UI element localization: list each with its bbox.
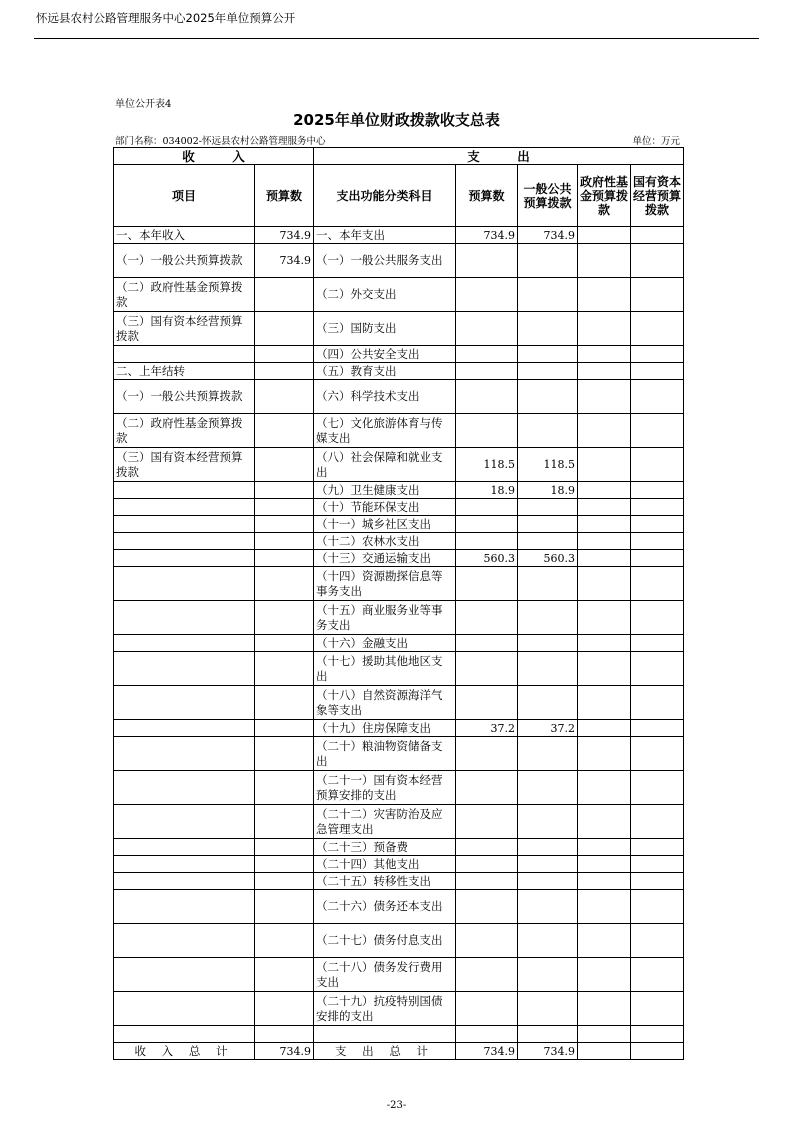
row-gov-fund xyxy=(578,737,631,771)
row-state-capital xyxy=(631,567,684,601)
row-category: （二十四）其他支出 xyxy=(314,856,456,873)
row-general xyxy=(518,635,578,652)
row-state-capital xyxy=(631,1026,684,1043)
row-category: （七）文化旅游体育与传媒支出 xyxy=(314,414,456,448)
header-rule xyxy=(34,38,759,39)
row-gov-fund xyxy=(578,992,631,1026)
row-expense-budget xyxy=(456,805,518,839)
row-income-budget xyxy=(255,839,314,856)
row-item xyxy=(114,601,255,635)
row-expense-budget xyxy=(456,516,518,533)
row-gov-fund xyxy=(578,363,631,380)
row-expense-budget: 560.3 xyxy=(456,550,518,567)
row-item: （一）一般公共预算拨款 xyxy=(114,380,255,414)
row-general xyxy=(518,873,578,890)
row-general xyxy=(518,346,578,363)
row-category: （十六）金融支出 xyxy=(314,635,456,652)
table-row xyxy=(114,312,684,346)
row-gov-fund xyxy=(578,1026,631,1043)
row-category: （二十六）债务还本支出 xyxy=(314,890,456,924)
row-income-budget xyxy=(255,380,314,414)
row-item xyxy=(114,720,255,737)
row-gov-fund xyxy=(578,839,631,856)
row-expense-budget: 37.2 xyxy=(456,720,518,737)
row-income-budget xyxy=(255,992,314,1026)
income-total-label: 收 入 总 计 xyxy=(114,1043,255,1060)
row-gov-fund xyxy=(578,346,631,363)
row-item xyxy=(114,516,255,533)
row-item: （三）国有资本经营预算拨款 xyxy=(114,448,255,482)
row-category: （二十八）债务发行费用支出 xyxy=(314,958,456,992)
table-row xyxy=(114,856,684,873)
row-item xyxy=(114,737,255,771)
row-item xyxy=(114,771,255,805)
table-row xyxy=(114,567,684,601)
row-general xyxy=(518,499,578,516)
row-general xyxy=(518,992,578,1026)
col-gov-fund-header: 政府性基金预算拨款 xyxy=(578,165,631,227)
row-general xyxy=(518,312,578,346)
row-expense-budget xyxy=(456,652,518,686)
row-income-budget xyxy=(255,278,314,312)
table-row xyxy=(114,771,684,805)
table-row xyxy=(114,448,684,482)
row-item: （一）一般公共预算拨款 xyxy=(114,244,255,278)
row-state-capital xyxy=(631,652,684,686)
row-item xyxy=(114,1026,255,1043)
table-number: 单位公开表4 xyxy=(115,99,172,110)
row-category: （十三）交通运输支出 xyxy=(314,550,456,567)
row-state-capital xyxy=(631,601,684,635)
unit-label: 单位：万元 xyxy=(632,136,680,147)
row-state-capital xyxy=(631,227,684,244)
row-gov-fund xyxy=(578,244,631,278)
row-general xyxy=(518,652,578,686)
row-expense-budget xyxy=(456,278,518,312)
row-state-capital xyxy=(631,839,684,856)
row-expense-budget xyxy=(456,771,518,805)
table-row xyxy=(114,278,684,312)
col-income-budget-header: 预算数 xyxy=(255,165,314,227)
row-gov-fund xyxy=(578,533,631,550)
table-row xyxy=(114,686,684,720)
row-state-capital xyxy=(631,380,684,414)
row-general xyxy=(518,363,578,380)
row-category: （十）节能环保支出 xyxy=(314,499,456,516)
table-row xyxy=(114,635,684,652)
row-expense-budget xyxy=(456,992,518,1026)
row-expense-budget xyxy=(456,346,518,363)
row-gov-fund xyxy=(578,278,631,312)
row-general xyxy=(518,244,578,278)
row-item xyxy=(114,924,255,958)
row-gov-fund xyxy=(578,550,631,567)
row-income-budget: 734.9 xyxy=(255,227,314,244)
row-state-capital xyxy=(631,686,684,720)
table-row xyxy=(114,380,684,414)
row-item xyxy=(114,873,255,890)
row-income-budget xyxy=(255,652,314,686)
expense-total-general: 734.9 xyxy=(518,1043,578,1060)
expense-group-header: 支 出 xyxy=(314,148,684,165)
row-state-capital xyxy=(631,873,684,890)
row-category: （十七）援助其他地区支出 xyxy=(314,652,456,686)
row-gov-fund xyxy=(578,805,631,839)
page-number: -23- xyxy=(386,1100,407,1111)
row-expense-budget xyxy=(456,839,518,856)
row-expense-budget xyxy=(456,533,518,550)
row-state-capital xyxy=(631,856,684,873)
row-general xyxy=(518,516,578,533)
budget-table xyxy=(113,147,684,1060)
row-general xyxy=(518,414,578,448)
row-expense-budget xyxy=(456,601,518,635)
row-category: （八）社会保障和就业支出 xyxy=(314,448,456,482)
table-row xyxy=(114,550,684,567)
row-item xyxy=(114,856,255,873)
row-category: （三）国防支出 xyxy=(314,312,456,346)
row-item xyxy=(114,652,255,686)
table-row xyxy=(114,414,684,448)
row-expense-budget xyxy=(456,499,518,516)
row-expense-budget xyxy=(456,890,518,924)
expense-total-gov-fund xyxy=(578,1043,631,1060)
row-item xyxy=(114,805,255,839)
row-expense-budget xyxy=(456,414,518,448)
table-row xyxy=(114,533,684,550)
row-item xyxy=(114,482,255,499)
table-row xyxy=(114,227,684,244)
row-gov-fund xyxy=(578,414,631,448)
row-gov-fund xyxy=(578,482,631,499)
row-category: （四）公共安全支出 xyxy=(314,346,456,363)
col-state-capital-header: 国有资本经营预算拨款 xyxy=(631,165,684,227)
row-general xyxy=(518,958,578,992)
row-state-capital xyxy=(631,958,684,992)
table-row xyxy=(114,516,684,533)
row-gov-fund xyxy=(578,227,631,244)
row-expense-budget xyxy=(456,567,518,601)
row-general xyxy=(518,839,578,856)
row-general: 37.2 xyxy=(518,720,578,737)
row-general: 118.5 xyxy=(518,448,578,482)
row-item: （二）政府性基金预算拨款 xyxy=(114,278,255,312)
row-gov-fund xyxy=(578,873,631,890)
table-row xyxy=(114,737,684,771)
row-category: （二十二）灾害防治及应急管理支出 xyxy=(314,805,456,839)
row-income-budget xyxy=(255,550,314,567)
row-general: 18.9 xyxy=(518,482,578,499)
row-category: （十一）城乡社区支出 xyxy=(314,516,456,533)
row-gov-fund xyxy=(578,771,631,805)
row-expense-budget xyxy=(456,1026,518,1043)
row-item: （三）国有资本经营预算拨款 xyxy=(114,312,255,346)
row-general xyxy=(518,890,578,924)
row-income-budget xyxy=(255,737,314,771)
col-item-header: 项目 xyxy=(114,165,255,227)
table-row xyxy=(114,346,684,363)
row-general xyxy=(518,533,578,550)
row-income-budget xyxy=(255,720,314,737)
row-expense-budget xyxy=(456,856,518,873)
row-item xyxy=(114,890,255,924)
row-item xyxy=(114,567,255,601)
row-item xyxy=(114,346,255,363)
income-total-value: 734.9 xyxy=(255,1043,314,1060)
row-category: （十五）商业服务业等事务支出 xyxy=(314,601,456,635)
row-income-budget xyxy=(255,448,314,482)
row-state-capital xyxy=(631,635,684,652)
table-row xyxy=(114,890,684,924)
row-category: （二）外交支出 xyxy=(314,278,456,312)
row-category: （二十七）债务付息支出 xyxy=(314,924,456,958)
row-state-capital xyxy=(631,346,684,363)
table-row xyxy=(114,839,684,856)
row-state-capital xyxy=(631,363,684,380)
row-item xyxy=(114,550,255,567)
row-category: （六）科学技术支出 xyxy=(314,380,456,414)
row-expense-budget: 118.5 xyxy=(456,448,518,482)
row-income-budget xyxy=(255,516,314,533)
row-item: 二、上年结转 xyxy=(114,363,255,380)
row-item xyxy=(114,686,255,720)
row-gov-fund xyxy=(578,499,631,516)
row-income-budget xyxy=(255,771,314,805)
row-general xyxy=(518,567,578,601)
table-row xyxy=(114,482,684,499)
row-state-capital xyxy=(631,550,684,567)
row-state-capital xyxy=(631,924,684,958)
expense-total-label: 支 出 总 计 xyxy=(314,1043,456,1060)
table-body xyxy=(114,227,684,1043)
row-state-capital xyxy=(631,312,684,346)
row-income-budget xyxy=(255,856,314,873)
row-category: （二十）粮油物资储备支出 xyxy=(314,737,456,771)
row-gov-fund xyxy=(578,720,631,737)
row-item xyxy=(114,635,255,652)
table-row xyxy=(114,992,684,1026)
row-category: （十八）自然资源海洋气象等支出 xyxy=(314,686,456,720)
row-category: （九）卫生健康支出 xyxy=(314,482,456,499)
row-income-budget xyxy=(255,533,314,550)
table-row xyxy=(114,873,684,890)
row-expense-budget xyxy=(456,244,518,278)
table-row xyxy=(114,652,684,686)
row-gov-fund xyxy=(578,958,631,992)
row-category: （五）教育支出 xyxy=(314,363,456,380)
row-expense-budget xyxy=(456,958,518,992)
row-income-budget xyxy=(255,482,314,499)
table-row xyxy=(114,363,684,380)
row-gov-fund xyxy=(578,890,631,924)
table-row xyxy=(114,720,684,737)
table-row xyxy=(114,924,684,958)
table-row xyxy=(114,499,684,516)
row-general xyxy=(518,737,578,771)
row-state-capital xyxy=(631,805,684,839)
row-income-budget xyxy=(255,601,314,635)
row-expense-budget xyxy=(456,635,518,652)
row-expense-budget: 18.9 xyxy=(456,482,518,499)
row-income-budget xyxy=(255,1026,314,1043)
row-gov-fund xyxy=(578,567,631,601)
expense-total-state xyxy=(631,1043,684,1060)
row-item: （二）政府性基金预算拨款 xyxy=(114,414,255,448)
row-expense-budget xyxy=(456,380,518,414)
row-category: （二十一）国有资本经营预算安排的支出 xyxy=(314,771,456,805)
row-expense-budget xyxy=(456,737,518,771)
expense-total-budget: 734.9 xyxy=(456,1043,518,1060)
row-income-budget xyxy=(255,312,314,346)
row-income-budget xyxy=(255,686,314,720)
row-state-capital xyxy=(631,533,684,550)
row-item xyxy=(114,839,255,856)
table-row xyxy=(114,601,684,635)
row-category: （二十九）抗疫特别国债安排的支出 xyxy=(314,992,456,1026)
row-income-budget xyxy=(255,924,314,958)
row-state-capital xyxy=(631,737,684,771)
col-expense-budget-header: 预算数 xyxy=(456,165,518,227)
row-general xyxy=(518,805,578,839)
row-income-budget xyxy=(255,499,314,516)
table-row xyxy=(114,244,684,278)
row-general xyxy=(518,278,578,312)
running-header: 怀远县农村公路管理服务中心2025年单位预算公开 xyxy=(36,11,296,25)
row-category: （十四）资源勘探信息等事务支出 xyxy=(314,567,456,601)
row-category: （十九）住房保障支出 xyxy=(314,720,456,737)
row-income-budget xyxy=(255,414,314,448)
row-item: 一、本年收入 xyxy=(114,227,255,244)
row-general xyxy=(518,1026,578,1043)
row-gov-fund xyxy=(578,601,631,635)
row-item xyxy=(114,958,255,992)
row-income-budget xyxy=(255,805,314,839)
row-state-capital xyxy=(631,890,684,924)
row-gov-fund xyxy=(578,635,631,652)
table-row xyxy=(114,958,684,992)
row-general xyxy=(518,380,578,414)
row-gov-fund xyxy=(578,380,631,414)
row-state-capital xyxy=(631,414,684,448)
row-state-capital xyxy=(631,499,684,516)
page-title: 2025年单位财政拨款收支总表 xyxy=(293,111,500,129)
row-general: 734.9 xyxy=(518,227,578,244)
row-state-capital xyxy=(631,244,684,278)
row-state-capital xyxy=(631,992,684,1026)
row-general xyxy=(518,686,578,720)
col-general-header: 一般公共预算拨款 xyxy=(518,165,578,227)
row-state-capital xyxy=(631,448,684,482)
row-gov-fund xyxy=(578,652,631,686)
col-category-header: 支出功能分类科目 xyxy=(314,165,456,227)
row-state-capital xyxy=(631,771,684,805)
row-gov-fund xyxy=(578,516,631,533)
row-expense-budget: 734.9 xyxy=(456,227,518,244)
table-row xyxy=(114,805,684,839)
row-income-budget xyxy=(255,346,314,363)
row-gov-fund xyxy=(578,312,631,346)
row-gov-fund xyxy=(578,856,631,873)
row-state-capital xyxy=(631,278,684,312)
row-category xyxy=(314,1026,456,1043)
row-expense-budget xyxy=(456,924,518,958)
row-state-capital xyxy=(631,720,684,737)
row-general xyxy=(518,856,578,873)
row-state-capital xyxy=(631,516,684,533)
row-state-capital xyxy=(631,482,684,499)
row-category: （一）一般公共服务支出 xyxy=(314,244,456,278)
row-income-budget xyxy=(255,363,314,380)
row-expense-budget xyxy=(456,686,518,720)
row-general xyxy=(518,771,578,805)
row-item xyxy=(114,533,255,550)
row-expense-budget xyxy=(456,363,518,380)
income-group-header: 收 入 xyxy=(114,148,314,165)
row-income-budget xyxy=(255,958,314,992)
row-category: （二十三）预备费 xyxy=(314,839,456,856)
row-income-budget xyxy=(255,567,314,601)
row-income-budget xyxy=(255,873,314,890)
row-gov-fund xyxy=(578,924,631,958)
department-name: 部门名称：034002-怀远县农村公路管理服务中心 xyxy=(115,136,326,147)
row-expense-budget xyxy=(456,312,518,346)
row-item xyxy=(114,499,255,516)
row-general: 560.3 xyxy=(518,550,578,567)
row-general xyxy=(518,924,578,958)
row-income-budget xyxy=(255,890,314,924)
table-row xyxy=(114,1026,684,1043)
row-expense-budget xyxy=(456,873,518,890)
row-category: （二十五）转移性支出 xyxy=(314,873,456,890)
row-income-budget xyxy=(255,635,314,652)
row-gov-fund xyxy=(578,448,631,482)
row-gov-fund xyxy=(578,686,631,720)
row-general xyxy=(518,601,578,635)
row-category: （十二）农林水支出 xyxy=(314,533,456,550)
row-category: 一、本年支出 xyxy=(314,227,456,244)
row-income-budget: 734.9 xyxy=(255,244,314,278)
row-item xyxy=(114,992,255,1026)
